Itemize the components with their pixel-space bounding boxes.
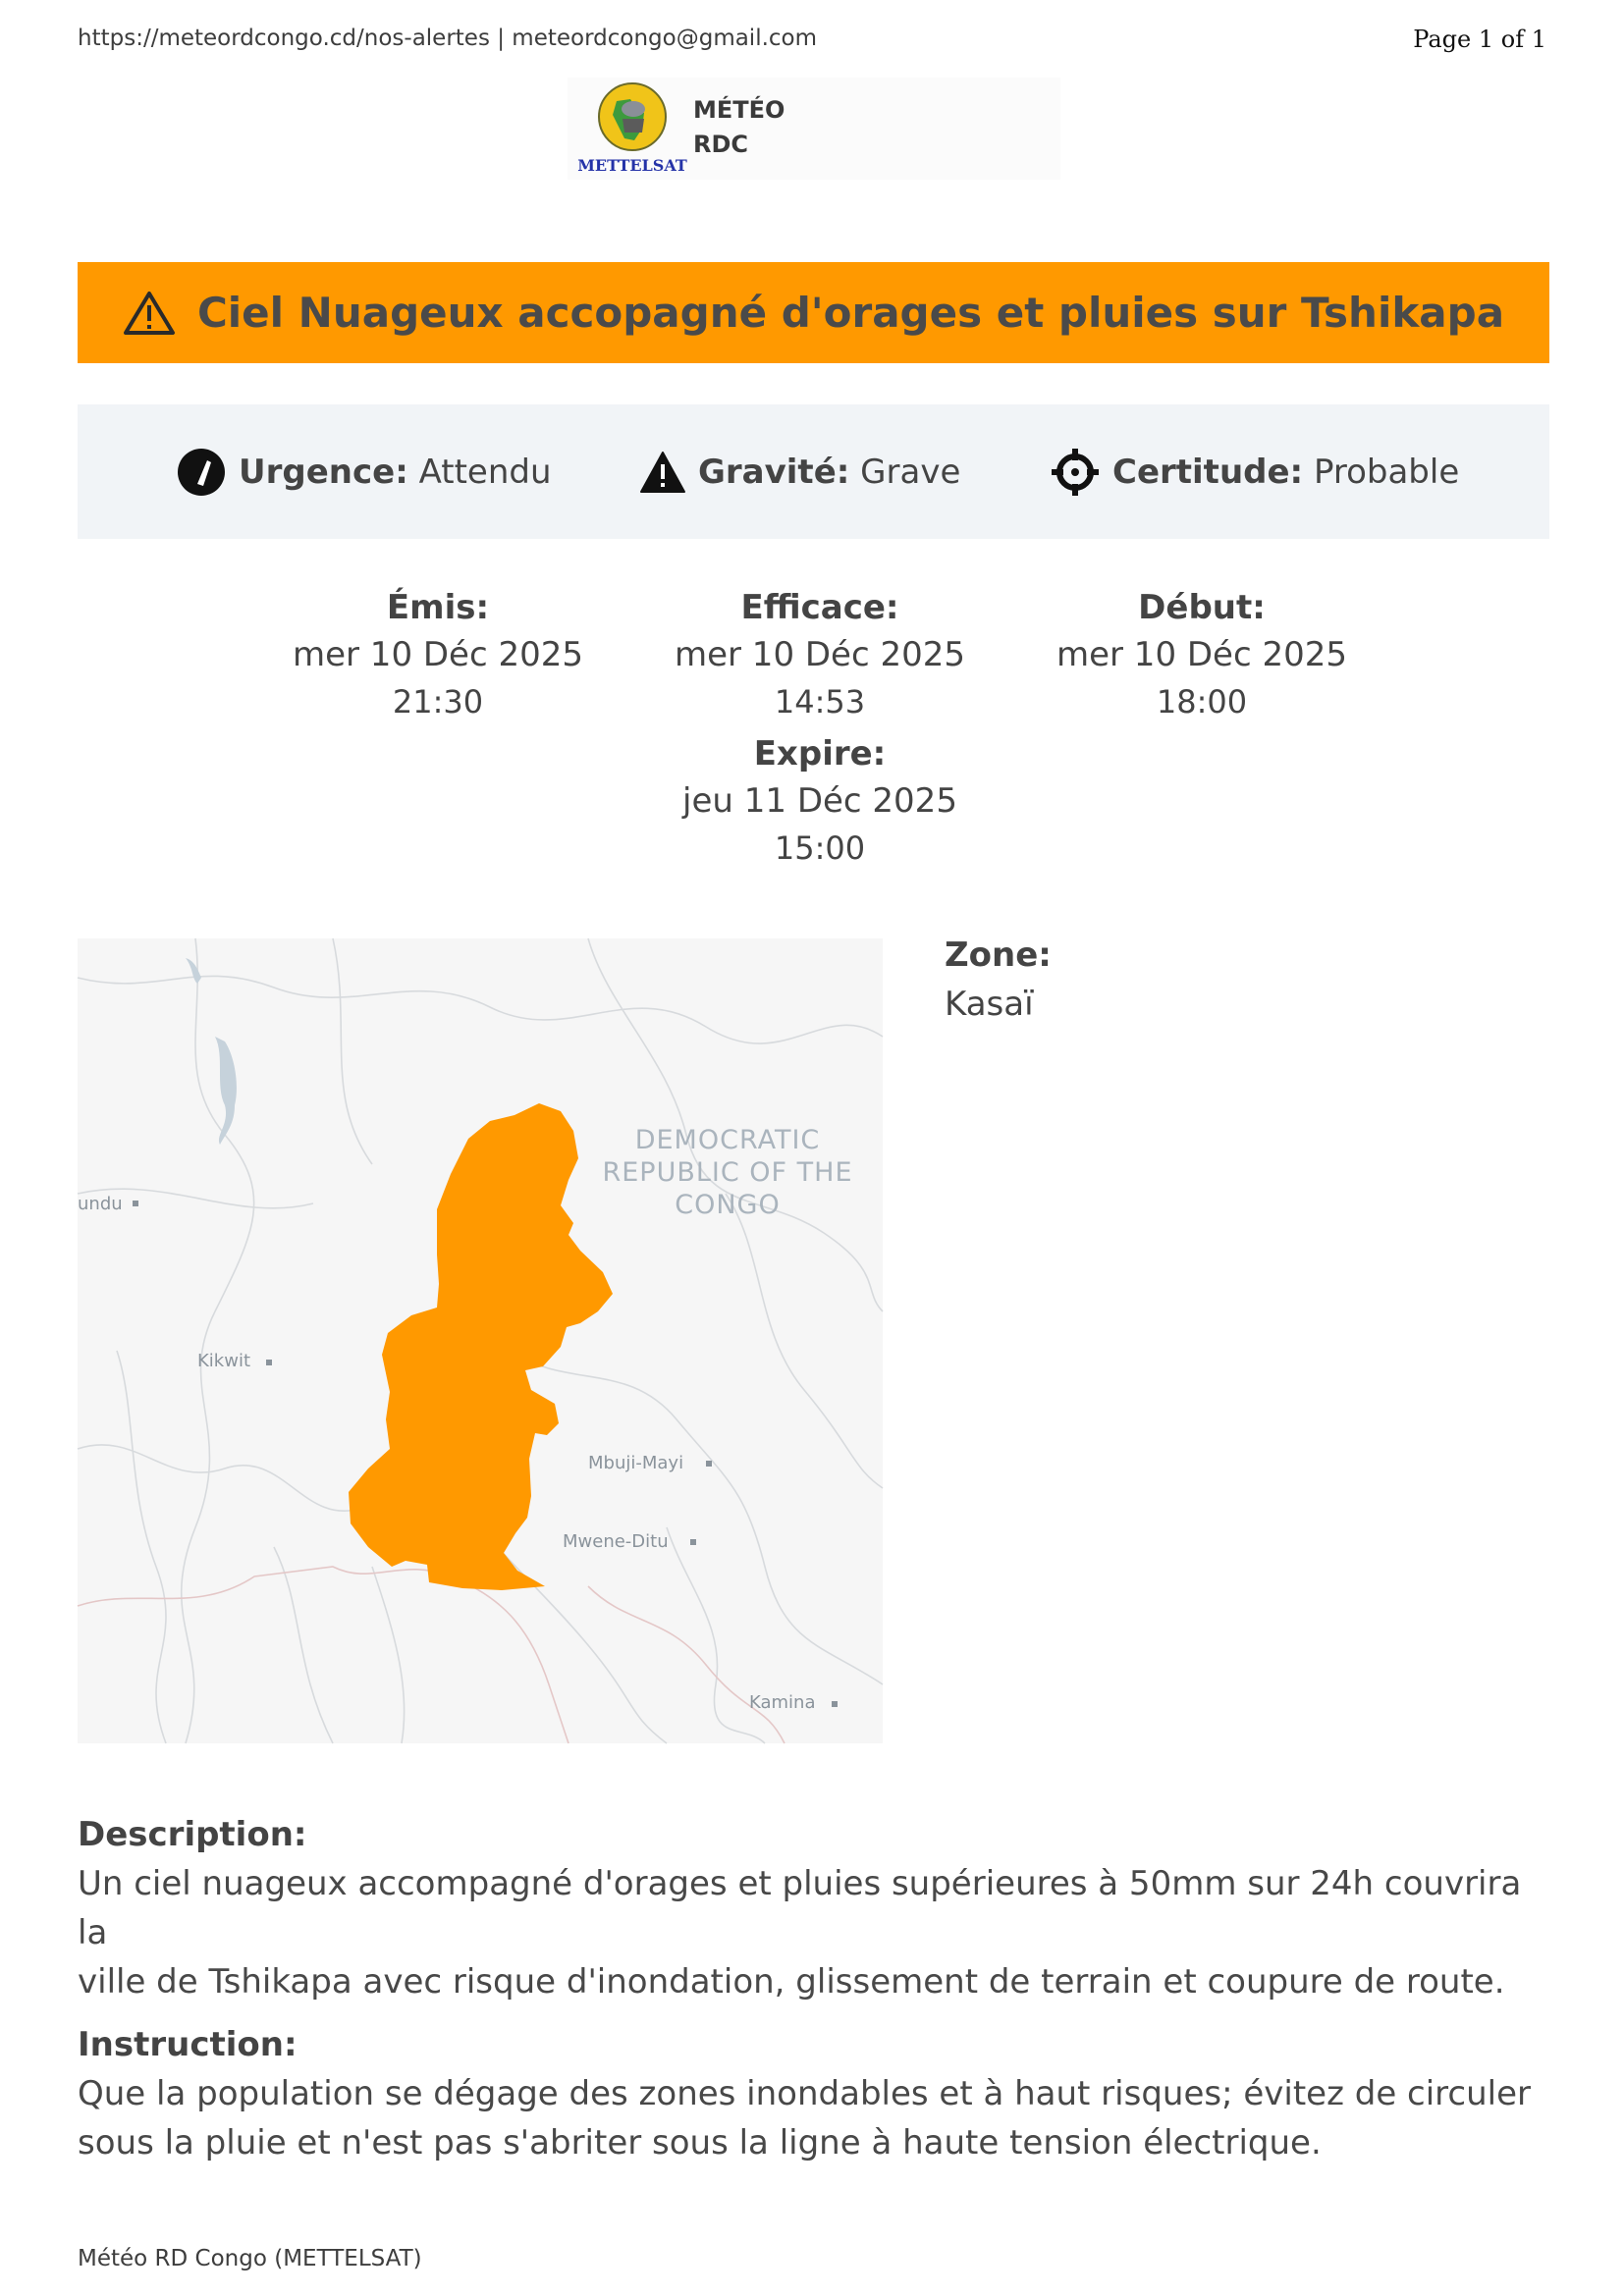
logo-emblem-text: METTELSAT xyxy=(577,156,687,175)
footer-text: Météo RD Congo (METTELSAT) xyxy=(78,2246,422,2271)
expires-time: 15:00 xyxy=(774,829,866,867)
alert-area-map[interactable] xyxy=(78,938,883,1743)
alert-title-banner xyxy=(78,262,1549,363)
map-city-dot xyxy=(133,1201,138,1206)
urgency-label: Urgence: xyxy=(239,452,408,492)
mettelsat-emblem-icon xyxy=(577,80,687,176)
map-country-label-3: CONGO xyxy=(675,1190,781,1220)
map-city-dot xyxy=(690,1539,696,1545)
severity-item xyxy=(639,404,960,539)
expires-label: Expire: xyxy=(753,734,887,774)
onset-time: 18:00 xyxy=(1156,683,1248,721)
certainty-label: Certitude: xyxy=(1112,452,1304,492)
issued-time: 21:30 xyxy=(392,683,484,721)
certainty-value: Probable xyxy=(1313,452,1460,492)
onset-block xyxy=(1035,584,1369,725)
zone-block xyxy=(945,931,1052,1029)
gauge-icon xyxy=(176,447,227,498)
urgency-value: Attendu xyxy=(418,452,552,492)
instruction-label: Instruction: xyxy=(78,2025,298,2064)
map-city-mbuji-mayi: Mbuji-Mayi xyxy=(588,1453,684,1473)
effective-time: 14:53 xyxy=(774,683,866,721)
severity-value: Grave xyxy=(860,452,961,492)
map-canvas xyxy=(78,938,883,1743)
map-country-label-2: REPUBLIC OF THE xyxy=(602,1157,853,1188)
description-label: Description: xyxy=(78,1815,307,1854)
instruction-block xyxy=(78,2020,1560,2167)
logo-line-1: MÉTÉO xyxy=(693,96,785,124)
description-block xyxy=(78,1810,1560,2006)
onset-label: Début: xyxy=(1138,588,1266,627)
instruction-line-2: sous la pluie et n'est pas s'abriter sous la ligne à haute tension électrique. xyxy=(78,2123,1322,2163)
description-line-2: ville de Tshikapa avec risque d'inondation, glissement de terrain et coupure de route. xyxy=(78,1962,1505,2002)
crosshair-icon xyxy=(1050,447,1101,498)
effective-date: mer 10 Déc 2025 xyxy=(674,635,966,674)
map-city-dot xyxy=(266,1360,272,1365)
urgency-item xyxy=(176,404,552,539)
map-country-label-1: DEMOCRATIC xyxy=(634,1125,821,1155)
severity-label: Gravité: xyxy=(698,452,850,492)
logo xyxy=(568,78,1060,180)
expires-date: jeu 11 Déc 2025 xyxy=(682,781,957,821)
issued-label: Émis: xyxy=(386,588,490,627)
onset-date: mer 10 Déc 2025 xyxy=(1056,635,1348,674)
certainty-item xyxy=(1050,404,1459,539)
effective-block xyxy=(653,584,987,725)
zone-label: Zone: xyxy=(945,935,1052,975)
zone-value: Kasaï xyxy=(945,985,1034,1024)
map-city-kikwit: Kikwit xyxy=(197,1351,251,1371)
issued-block xyxy=(271,584,605,725)
logo-line-2: RDC xyxy=(693,131,749,158)
map-city-dot xyxy=(832,1701,838,1707)
alert-title: Ciel Nuageux accopagné d'orages et pluies sur Tshikapa xyxy=(196,289,1505,337)
logo-wordmark xyxy=(693,93,785,162)
map-city-kamina: Kamina xyxy=(749,1692,816,1713)
alert-status-panel xyxy=(78,404,1549,539)
header-url-contact[interactable]: https://meteordcongo.cd/nos-alertes | meteordcongo@gmail.com xyxy=(78,26,818,51)
warning-filled-icon xyxy=(639,451,686,494)
expires-block xyxy=(653,730,987,872)
map-city-mwene-ditu: Mwene-Ditu xyxy=(563,1531,669,1552)
description-line-1: Un ciel nuageux accompagné d'orages et pluies supérieures à 50mm sur 24h couvrira la xyxy=(78,1864,1522,1952)
issued-date: mer 10 Déc 2025 xyxy=(292,635,584,674)
map-city-bandundu: undu xyxy=(78,1194,123,1214)
map-city-dot xyxy=(706,1461,712,1467)
instruction-line-1: Que la population se dégage des zones inondables et à haut risques; évitez de circuler xyxy=(78,2074,1531,2113)
effective-label: Efficace: xyxy=(740,588,899,627)
page-indicator: Page 1 of 1 xyxy=(1413,26,1546,53)
warning-outline-icon xyxy=(123,290,176,337)
